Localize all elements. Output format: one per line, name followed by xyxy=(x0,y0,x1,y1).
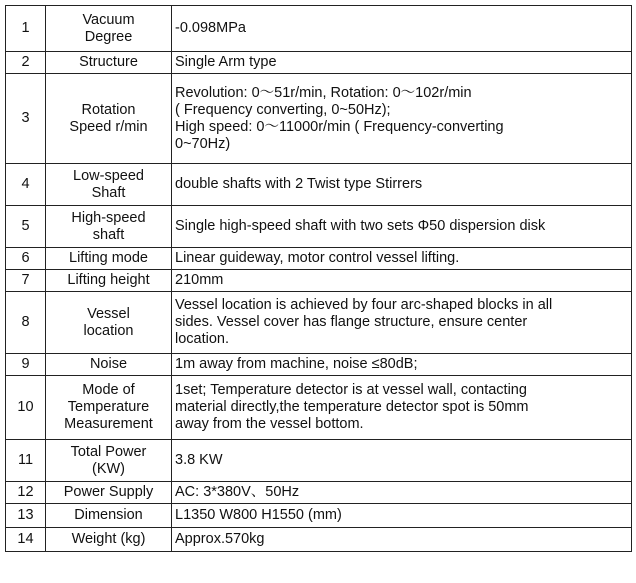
parameter-name xyxy=(46,270,172,292)
parameter-name-line: Speed r/min xyxy=(69,118,148,135)
parameter-value-line: Single Arm type xyxy=(175,54,277,70)
parameter-name xyxy=(46,248,172,270)
row-number: 5 xyxy=(6,206,46,248)
table-row xyxy=(6,270,632,292)
table-row xyxy=(6,504,632,528)
row-number: 13 xyxy=(6,504,46,528)
parameter-name-line: Noise xyxy=(89,356,128,372)
parameter-value-line: High speed: 0～11000r/min ( Frequency-converting xyxy=(175,118,504,135)
row-number: 4 xyxy=(6,164,46,206)
parameter-value-line: sides. Vessel cover has flange structure, ensure center xyxy=(175,314,528,330)
specification-table xyxy=(5,5,632,552)
parameter-value xyxy=(172,440,632,482)
parameter-name-line: Rotation xyxy=(81,101,136,118)
parameter-name-line: (KW) xyxy=(91,460,125,477)
table-row xyxy=(6,52,632,74)
parameter-value-line: 0~70Hz) xyxy=(175,135,231,152)
parameter-value-line: ( Frequency converting, 0~50Hz); xyxy=(175,101,391,118)
row-number: 11 xyxy=(6,440,46,482)
parameter-name-line: High-speed xyxy=(71,209,146,226)
parameter-value-line: Single high-speed shaft with two sets Φ50 dispersion disk xyxy=(175,218,546,234)
parameter-name xyxy=(46,354,172,376)
parameter-value-line: material directly,the temperature detector spot is 50mm xyxy=(175,399,529,415)
parameter-value-line: 1set; Temperature detector is at vessel wall, contacting xyxy=(175,382,527,398)
parameter-value-line: -0.098MPa xyxy=(175,20,246,36)
parameter-value-line: location. xyxy=(175,331,230,347)
table-row xyxy=(6,74,632,164)
row-number: 14 xyxy=(6,528,46,552)
table-row xyxy=(6,482,632,504)
parameter-value-line: 3.8 KW xyxy=(175,452,223,468)
parameter-value xyxy=(172,354,632,376)
row-number: 1 xyxy=(6,6,46,52)
parameter-name-line: Lifting mode xyxy=(69,250,148,266)
parameter-name-line: shaft xyxy=(92,226,125,243)
parameter-name-line: Vacuum xyxy=(82,11,135,28)
parameter-name-line: Power Supply xyxy=(63,484,154,500)
table-row xyxy=(6,248,632,270)
parameter-value xyxy=(172,528,632,552)
parameter-value-line: 1m away from machine, noise ≤80dB; xyxy=(175,356,418,372)
parameter-value-line: away from the vessel bottom. xyxy=(175,416,364,432)
parameter-value-line: Revolution: 0～51r/min, Rotation: 0～102r/min xyxy=(175,84,472,101)
parameter-value-line: L1350 W800 H1550 (mm) xyxy=(175,507,342,523)
row-number: 8 xyxy=(6,292,46,354)
parameter-name-line: Measurement xyxy=(64,416,153,432)
parameter-value xyxy=(172,270,632,292)
parameter-value-line: Vessel location is achieved by four arc-shaped blocks in all xyxy=(175,297,553,313)
parameter-name-line: Shaft xyxy=(91,184,126,201)
specification-table-body xyxy=(6,6,632,552)
parameter-name-line: Temperature xyxy=(67,399,150,415)
parameter-name xyxy=(46,164,172,206)
parameter-value-line: double shafts with 2 Twist type Stirrers xyxy=(175,176,423,192)
table-row xyxy=(6,164,632,206)
parameter-name xyxy=(46,528,172,552)
row-number: 9 xyxy=(6,354,46,376)
parameter-value xyxy=(172,6,632,52)
parameter-name-line: Weight (kg) xyxy=(71,531,146,547)
parameter-name-line: Dimension xyxy=(74,507,143,523)
row-number: 2 xyxy=(6,52,46,74)
row-number: 6 xyxy=(6,248,46,270)
parameter-name-line: location xyxy=(83,322,134,339)
parameter-name-line: Mode of xyxy=(82,382,135,398)
table-row xyxy=(6,528,632,552)
parameter-value xyxy=(172,52,632,74)
parameter-name xyxy=(46,52,172,74)
parameter-value xyxy=(172,504,632,528)
parameter-value xyxy=(172,292,632,354)
parameter-name xyxy=(46,440,172,482)
parameter-name-line: Degree xyxy=(84,28,133,45)
parameter-value-line: Linear guideway, motor control vessel lifting. xyxy=(175,250,460,266)
parameter-value xyxy=(172,482,632,504)
table-row xyxy=(6,292,632,354)
parameter-value xyxy=(172,248,632,270)
row-number: 12 xyxy=(6,482,46,504)
parameter-name-line: Lifting height xyxy=(67,272,150,288)
parameter-name-line: Vessel xyxy=(87,305,130,322)
table-row xyxy=(6,376,632,440)
parameter-name xyxy=(46,74,172,164)
parameter-name-line: Total Power xyxy=(70,443,147,460)
row-number: 3 xyxy=(6,74,46,164)
parameter-name xyxy=(46,482,172,504)
table-row xyxy=(6,6,632,52)
table-row xyxy=(6,440,632,482)
parameter-name xyxy=(46,376,172,440)
table-row xyxy=(6,206,632,248)
table-row xyxy=(6,354,632,376)
parameter-value-line: 210mm xyxy=(175,272,224,288)
parameter-name-line: Structure xyxy=(79,54,138,70)
parameter-name xyxy=(46,206,172,248)
parameter-value-line: AC: 3*380V、50Hz xyxy=(175,484,300,500)
parameter-value-line: Approx.570kg xyxy=(175,531,265,547)
parameter-value xyxy=(172,206,632,248)
parameter-value xyxy=(172,74,632,164)
row-number: 10 xyxy=(6,376,46,440)
parameter-value xyxy=(172,164,632,206)
parameter-name xyxy=(46,504,172,528)
parameter-name xyxy=(46,6,172,52)
parameter-name-line: Low-speed xyxy=(73,167,144,184)
parameter-name xyxy=(46,292,172,354)
row-number: 7 xyxy=(6,270,46,292)
parameter-value xyxy=(172,376,632,440)
